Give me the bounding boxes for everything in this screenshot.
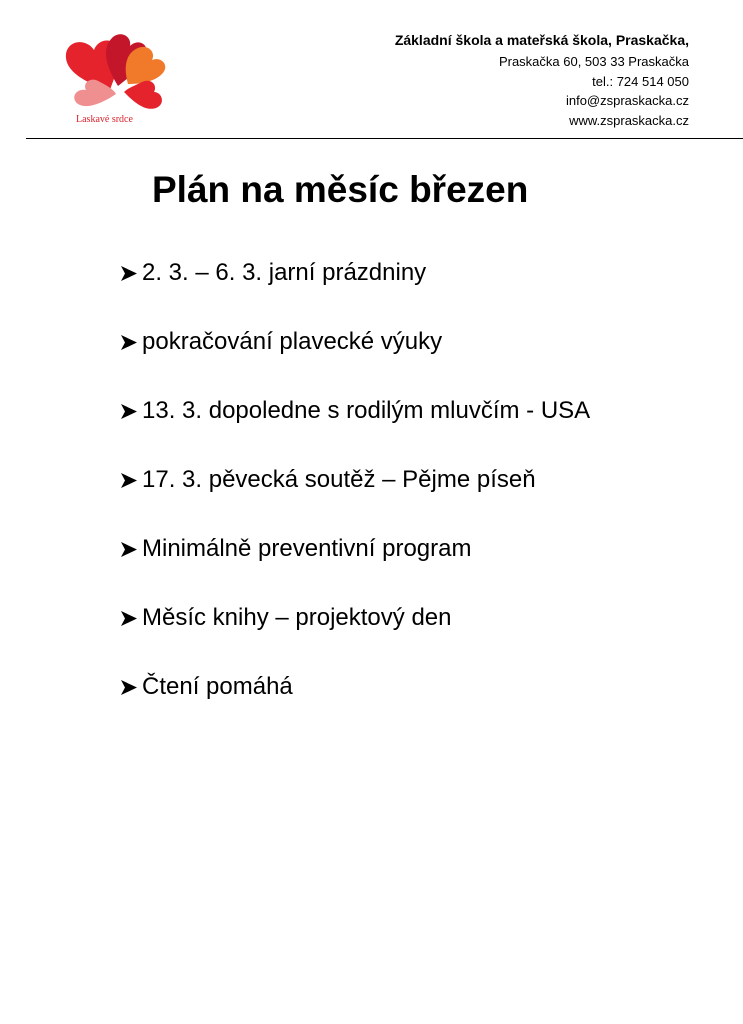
list-item-text: Minimálně preventivní program — [142, 535, 472, 562]
list-item-text: 17. 3. pěvecká soutěž – Pějme píseň — [142, 466, 536, 493]
arrowhead-bullet-icon — [120, 670, 142, 704]
header-divider — [26, 138, 743, 139]
arrowhead-bullet-icon — [120, 601, 142, 635]
list-item — [120, 463, 590, 532]
list-item — [120, 532, 590, 601]
arrowhead-bullet-icon — [120, 532, 142, 566]
school-website: www.zspraskacka.cz — [569, 112, 689, 128]
list-item-text: 2. 3. – 6. 3. jarní prázdniny — [142, 259, 427, 286]
school-address: Praskačka 60, 503 33 Praskačka — [498, 54, 689, 69]
hearts-icon — [58, 28, 176, 118]
school-header — [395, 30, 689, 130]
list-item — [120, 670, 590, 739]
arrowhead-bullet-icon — [120, 394, 142, 428]
list-item — [120, 394, 590, 463]
logo-caption: Laskavé srdce — [76, 114, 133, 125]
school-email: info@zspraskacka.cz — [565, 93, 689, 108]
list-item-text: 13. 3. dopoledne s rodilým mluvčím - USA — [142, 397, 591, 424]
school-phone: tel.: 724 514 050 — [592, 73, 689, 89]
arrowhead-bullet-icon — [120, 463, 142, 497]
school-name: Základní škola a mateřská škola, Praskačka, — [394, 32, 689, 48]
page-title: Plán na měsíc březen — [152, 169, 529, 210]
list-item — [120, 256, 590, 325]
arrowhead-bullet-icon — [120, 325, 142, 359]
list-item — [120, 601, 590, 670]
arrowhead-bullet-icon — [120, 256, 142, 290]
list-item — [120, 325, 590, 394]
plan-list — [120, 256, 590, 739]
list-item-text: Měsíc knihy – projektový den — [142, 604, 452, 631]
list-item-text: pokračování plavecké výuky — [142, 328, 443, 355]
list-item-text: Čtení pomáhá — [142, 673, 293, 700]
